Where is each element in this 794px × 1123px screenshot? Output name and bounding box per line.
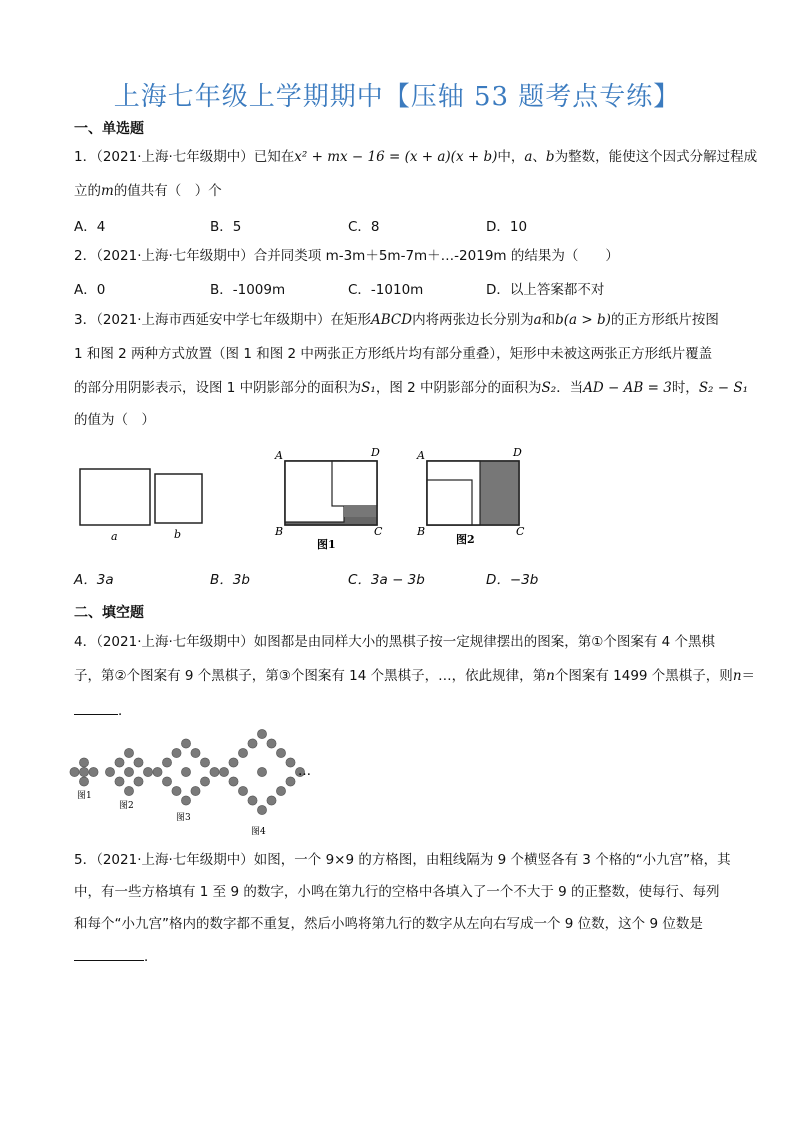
q4-text-2-mid3: 个图案有 1499 个黑棋子，则 [554, 668, 733, 684]
q4-answer-blank[interactable] [74, 700, 118, 715]
fig1-label-C: C [374, 525, 383, 538]
q5-period: ． [144, 949, 158, 965]
fig2-caption: 图2 [456, 533, 475, 546]
chess-piece-dot [79, 777, 88, 786]
chess-piece-dot [200, 777, 209, 786]
chess-piece-dot [115, 777, 124, 786]
chess-piece-dot [200, 758, 209, 767]
question-3-line-3 [74, 378, 748, 398]
q3-option-c: C．3a − 3b [348, 572, 425, 588]
chess-piece-dot [70, 767, 79, 776]
square-b [155, 474, 202, 523]
question-5-line-2: 中，有一些方格填有 1 至 9 的数字，小鸣在第九行的空格中各填入了一个不大于 9 的正整数，使每行、每列 [74, 884, 720, 900]
fig2-label-C: C [516, 525, 525, 538]
q1-text-2: 立的 [74, 183, 101, 199]
fig1-label-D: D [371, 446, 380, 459]
chess-piece-dot [162, 777, 171, 786]
section-heading-single-choice: 一、单选题 [74, 121, 144, 137]
fig1-shaded-corner [344, 506, 377, 517]
q4-fig-caption-3: 图3 [176, 813, 191, 823]
q4-circled-2: ② [114, 668, 127, 684]
chess-piece-dot [143, 767, 152, 776]
q3-option-b: B．3b [210, 572, 250, 588]
q1-text: 1．（2021·上海·七年级期中）已知在 [74, 149, 295, 165]
chess-piece-dot [79, 758, 88, 767]
q4-text-2-mid2: 个图案有 14 个黑棋子，…，依此规律，第 [290, 668, 547, 684]
q1-text-mid: 中， [497, 149, 525, 165]
q1-option-c: C．8 [348, 219, 380, 235]
q1-option-b: B．5 [210, 219, 242, 235]
q4-text-suffix: 个图案有 4 个黑棋 [603, 634, 716, 650]
q3-var-a: a [533, 312, 542, 328]
chess-piece-dot [276, 786, 285, 795]
q3-s1: S₁ [361, 380, 376, 396]
fig2-label-B: B [417, 525, 426, 538]
fig1-caption: 图1 [317, 538, 336, 551]
chess-piece-dot [286, 758, 295, 767]
question-3-line-2: 1 和图 2 两种方式放置（图 1 和图 2 中两张正方形纸片均有部分重叠），矩形中未被这两张正方形纸片覆盖 [74, 346, 713, 362]
q3-and: 和 [541, 312, 556, 328]
chess-piece-dot [172, 748, 181, 757]
q4-fig-caption-1: 图1 [77, 791, 92, 801]
chess-piece-dot [257, 767, 266, 776]
q4-var-n-2: n [732, 668, 742, 684]
q4-text-2-mid: 个图案有 9 个黑棋子，第 [126, 668, 279, 684]
chess-piece-dot [115, 758, 124, 767]
chess-piece-dot [134, 758, 143, 767]
question-3-line-4: 的值为（ ） [74, 412, 155, 428]
question-2-line-1: 2．（2021·上海·七年级期中）合并同类项 m-3m＋5m-7m＋…-2019m 的结果为（ ） [74, 248, 619, 264]
q3-text-3: 的部分用阴影表示，设图 1 中阴影部分的面积为 [74, 380, 362, 396]
chess-piece-dot [181, 739, 190, 748]
fig2-square-b [427, 480, 472, 525]
chess-piece-dot [257, 729, 266, 738]
q3-text: 3．（2021·上海市西延安中学七年级期中）在矩形 [74, 312, 371, 328]
q1-var-m: m [101, 183, 114, 199]
question-5-line-3: 和每个“小九宫”格内的数字都不重复，然后小鸣将第九行的数字从左向右写成一个 9 位数，这个 9 位数是 [74, 916, 703, 932]
q2-option-a: A．0 [74, 282, 106, 298]
q2-option-b: B．-1009m [210, 282, 286, 298]
chess-piece-dot [124, 748, 133, 757]
q3-text-3-mid: ，图 2 中阴影部分的面积为 [375, 380, 542, 396]
chess-piece-dot [134, 777, 143, 786]
q1-equation: x² + mx − 16 = (x + a)(x + b) [294, 149, 498, 165]
q3-text-3-mid3: 时， [671, 380, 699, 396]
q4-text-2-suffix: ＝ [741, 668, 756, 684]
chess-piece-dot [219, 767, 228, 776]
q1-text-suffix: 为整数，能使这个因式分解过程成 [554, 149, 758, 165]
question-5-line-1: 5．（2021·上海·七年级期中）如图，一个 9×9 的方格图，由粗线隔为 9 个横竖各有 3 个格的“小九宫”格，其 [74, 852, 731, 868]
chess-piece-dot [181, 796, 190, 805]
chess-piece-dot [105, 767, 114, 776]
question-4-line-1 [74, 632, 715, 652]
dot-pattern-group [70, 729, 305, 814]
q3-text-suffix: 的正方形纸片按图 [610, 312, 719, 328]
q3-condition: b(a > b) [555, 312, 611, 328]
chess-piece-dot [276, 748, 285, 757]
q3-option-a: A．3a [74, 572, 114, 588]
q1-separator: 、 [532, 149, 546, 165]
question-1-line-2 [74, 181, 222, 201]
label-a: a [111, 530, 118, 543]
fig2-label-A: A [417, 449, 425, 462]
chess-piece-dot [238, 786, 247, 795]
q4-circled-1: ① [591, 634, 604, 650]
q1-var-a: a [524, 149, 533, 165]
q3-text-3-mid2: ．当 [556, 380, 584, 396]
section-heading-fill-blank: 二、填空题 [74, 605, 144, 621]
q4-text-2: 子，第 [74, 668, 115, 684]
fig1-label-A: A [275, 449, 283, 462]
q4-circled-3: ③ [278, 668, 291, 684]
q1-option-a: A．4 [74, 219, 106, 235]
q3-figures [70, 442, 540, 557]
q3-condition-2: AD − AB = 3 [583, 380, 672, 396]
chess-piece-dot [191, 786, 200, 795]
fig2-label-D: D [513, 446, 522, 459]
chess-piece-dot [229, 758, 238, 767]
q3-expression: S₂ − S₁ [698, 380, 749, 396]
q5-answer-blank[interactable] [74, 946, 144, 961]
chess-piece-dot [257, 805, 266, 814]
label-b: b [174, 528, 182, 541]
chess-piece-dot [124, 767, 133, 776]
chess-piece-dot [229, 777, 238, 786]
q4-fig-caption-2: 图2 [119, 801, 134, 811]
question-3-line-1 [74, 310, 719, 330]
q4-period: ． [118, 703, 132, 719]
q1-var-b: b [545, 149, 555, 165]
chess-piece-dot [286, 777, 295, 786]
fig1-square-b [332, 461, 377, 506]
q3-text-mid: 内将两张边长分别为 [412, 312, 534, 328]
square-a [80, 469, 150, 525]
chess-piece-dot [172, 786, 181, 795]
q3-option-d: D．−3b [486, 572, 539, 588]
chess-piece-dot [79, 767, 88, 776]
chess-piece-dot [267, 796, 276, 805]
fig1-label-B: B [275, 525, 284, 538]
chess-piece-dot [238, 748, 247, 757]
q4-fig-caption-4: 图4 [251, 827, 266, 837]
q1-option-d: D．10 [486, 219, 528, 235]
q3-s2: S₂ [541, 380, 557, 396]
page-title: 上海七年级上学期期中【压轴 53 题考点专练】 [113, 82, 681, 112]
q1-text-2-suffix: 的值共有（ ）个 [113, 183, 222, 199]
q4-text: 4．（2021·上海·七年级期中）如图都是由同样大小的黑棋子按一定规律摆出的图案，第 [74, 634, 592, 650]
q3-rect-name: ABCD [371, 312, 413, 328]
q4-var-n: n [546, 668, 555, 684]
chess-piece-dot [248, 796, 257, 805]
chess-piece-dot [191, 748, 200, 757]
chess-piece-dot [210, 767, 219, 776]
chess-piece-dot [181, 767, 190, 776]
chess-piece-dot [267, 739, 276, 748]
question-5-line-4 [74, 946, 158, 967]
q4-dot-patterns [66, 716, 326, 840]
chess-piece-dot [89, 767, 98, 776]
question-1-line-1 [74, 147, 757, 167]
chess-piece-dot [248, 739, 257, 748]
q4-ellipsis: … [298, 764, 311, 779]
fig2-shaded-right [480, 461, 519, 525]
q2-option-d: D．以上答案都不对 [486, 282, 605, 298]
chess-piece-dot [162, 758, 171, 767]
chess-piece-dot [153, 767, 162, 776]
chess-piece-dot [124, 786, 133, 795]
question-4-line-2 [74, 666, 755, 686]
q2-option-c: C．-1010m [348, 282, 424, 298]
